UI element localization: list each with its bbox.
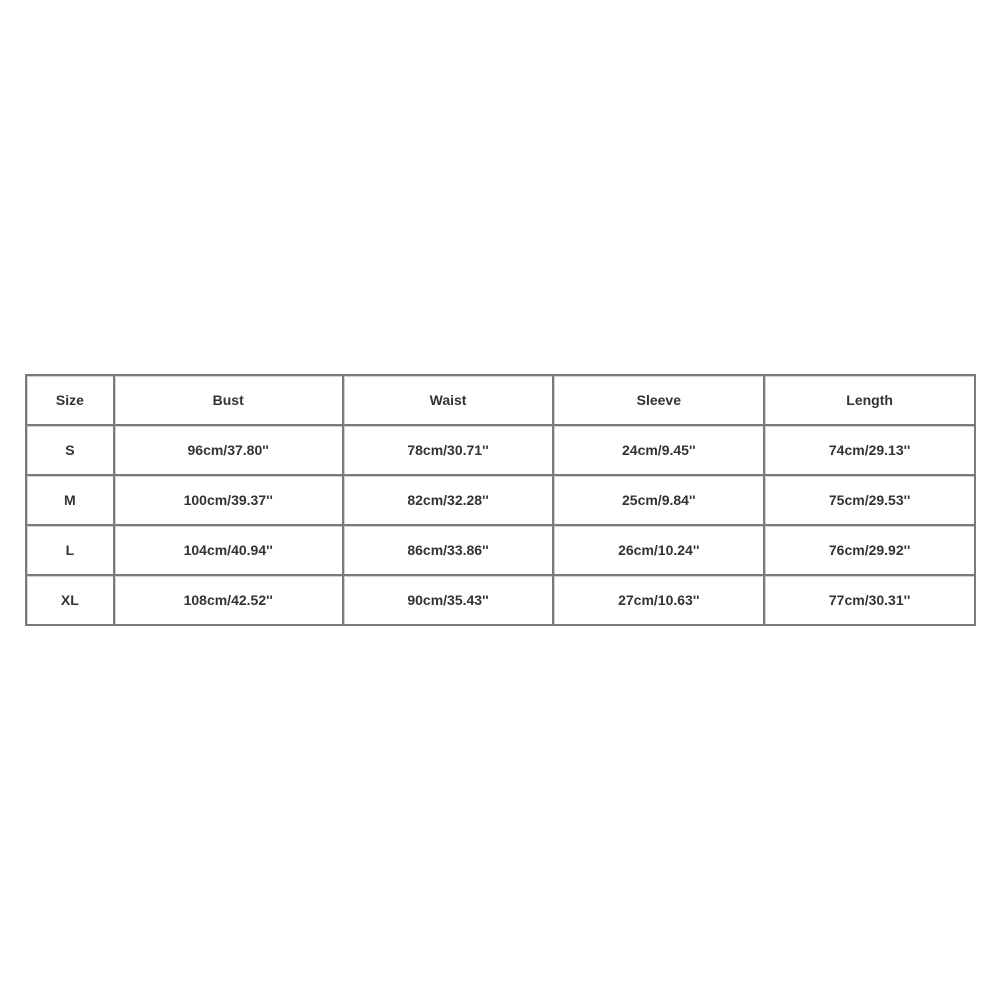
header-bust: Bust: [115, 376, 344, 426]
sleeve-cell: 27cm/10.63'': [554, 576, 765, 626]
header-length: Length: [765, 376, 976, 426]
size-cell: S: [27, 426, 115, 476]
bust-cell: 96cm/37.80'': [115, 426, 344, 476]
length-cell: 74cm/29.13'': [765, 426, 976, 476]
size-cell: XL: [27, 576, 115, 626]
length-cell: 76cm/29.92'': [765, 526, 976, 576]
size-cell: L: [27, 526, 115, 576]
table-row: [27, 476, 976, 526]
sleeve-cell: 24cm/9.45'': [554, 426, 765, 476]
bust-cell: 104cm/40.94'': [115, 526, 344, 576]
header-waist: Waist: [344, 376, 555, 426]
table-row: [27, 426, 976, 476]
waist-cell: 82cm/32.28'': [344, 476, 555, 526]
sleeve-cell: 26cm/10.24'': [554, 526, 765, 576]
header-size: Size: [27, 376, 115, 426]
sleeve-cell: 25cm/9.84'': [554, 476, 765, 526]
size-cell: M: [27, 476, 115, 526]
table-row: [27, 526, 976, 576]
length-cell: 77cm/30.31'': [765, 576, 976, 626]
header-row: [27, 376, 976, 426]
waist-cell: 90cm/35.43'': [344, 576, 555, 626]
length-cell: 75cm/29.53'': [765, 476, 976, 526]
bust-cell: 100cm/39.37'': [115, 476, 344, 526]
size-chart-table: [25, 374, 976, 626]
bust-cell: 108cm/42.52'': [115, 576, 344, 626]
table-row: [27, 576, 976, 626]
waist-cell: 78cm/30.71'': [344, 426, 555, 476]
waist-cell: 86cm/33.86'': [344, 526, 555, 576]
header-sleeve: Sleeve: [554, 376, 765, 426]
